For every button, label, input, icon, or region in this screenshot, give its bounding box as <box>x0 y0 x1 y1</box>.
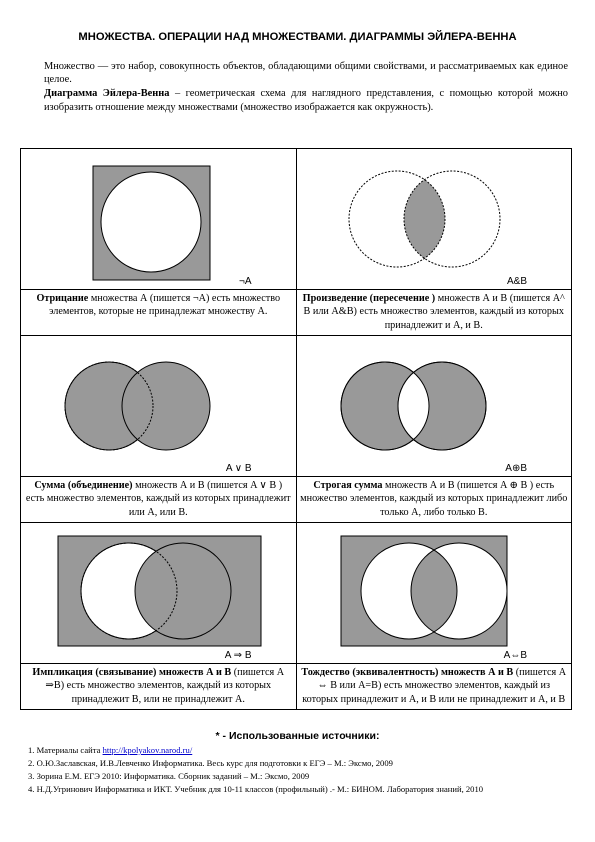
sources-list <box>28 744 483 796</box>
intersection-description <box>297 290 572 335</box>
symdiff-description <box>297 477 572 522</box>
union-diagram <box>21 336 296 476</box>
set-a-circle <box>101 172 201 272</box>
source-text: 1. Материалы сайта <box>28 745 103 755</box>
term: Сумма (объединение) <box>34 480 133 491</box>
cell-intersection <box>296 149 572 290</box>
source-item: 4. Н.Д.Угринович Информатика и ИКТ. Учебник для 10-11 классов (профильный) .- М.: БИНОМ. Лаборатория знаний, 2010 <box>28 784 484 794</box>
equivalence-diagram <box>297 523 572 663</box>
implication-venn <box>21 523 296 663</box>
source-item <box>28 744 483 757</box>
intersection-diagram <box>297 149 572 289</box>
term: Строгая сумма <box>313 480 383 491</box>
venn-term: Диаграмма Эйлера-Венна <box>44 88 170 100</box>
union-description <box>21 477 296 522</box>
cell-negation-desc <box>21 290 297 336</box>
set-b-circle <box>135 543 231 639</box>
operations-table <box>20 148 572 710</box>
corner-label: ¬A <box>238 276 252 287</box>
equivalence-description <box>297 664 572 709</box>
term: Отрицание <box>36 293 89 304</box>
implication-diagram <box>21 523 296 663</box>
text: множества А (пишется ¬A) есть множество элементов, которые не принадлежат множеству А. <box>49 293 281 318</box>
negation-diagram <box>21 149 296 289</box>
venn-text: – геометрическая схема для наглядного представления, с помощью которой можно изобразить отношение между множествами (множество изображается как окружность). <box>44 88 568 113</box>
source-link[interactable]: http://kpolyakov.narod.ru/ <box>102 745 193 755</box>
negation-venn <box>21 149 296 289</box>
page-title: МНОЖЕСТВА. ОПЕРАЦИИ НАД МНОЖЕСТВАМИ. ДИАГРАММЫ ЭЙЛЕРА-ВЕННА <box>78 31 517 43</box>
text: множеств А и В (пишется A ∨ B ) есть множество элементов, каждый из которых принадлежит или А, или В. <box>25 480 291 518</box>
symdiff-diagram <box>297 336 572 476</box>
cell-union <box>21 336 297 477</box>
negation-description <box>21 290 296 335</box>
corner-label: A ⇒ B <box>224 650 252 661</box>
sources-heading: * - Использованные источники: <box>215 730 380 742</box>
cell-symdiff <box>296 336 572 477</box>
term: Произведение (пересечение ) <box>302 293 436 304</box>
cell-equivalence-desc <box>296 664 572 710</box>
cell-implication <box>21 523 297 664</box>
cell-intersection-desc <box>296 290 572 336</box>
cell-union-desc <box>21 477 297 523</box>
cell-equivalence <box>296 523 572 664</box>
cell-implication-desc <box>21 664 297 710</box>
intersection-venn <box>297 149 572 289</box>
intro <box>44 60 568 114</box>
cell-negation <box>21 149 297 290</box>
union-venn <box>21 336 296 476</box>
text: множеств А и В (пишется A^ B или A&B) есть множество элементов, каждый из которых принадлежит и А, и В. <box>303 293 565 331</box>
corner-label: A⇔B <box>503 650 527 661</box>
source-item: 2. О.Ю.Заславская, И.В.Левченко Информатика. Весь курс для подготовки к ЕГЭ – М.: Эксмо, 2009 <box>28 758 393 768</box>
set-definition: Множество — это набор, совокупность объектов, обладающими общими свойствами, и рассматриваемых как единое целое. <box>44 61 568 86</box>
venn-definition <box>44 87 568 113</box>
corner-label: A&B <box>506 276 527 287</box>
implication-description <box>21 664 296 709</box>
text: множеств А и В (пишется A ⊕ B ) есть множество элементов, каждый из которых принадлежит либо только А, либо только В. <box>300 480 568 518</box>
source-item: 3. Зорина Е.М. ЕГЭ 2010: Информатика. Сборник заданий – М.: Эксмо, 2009 <box>28 771 310 781</box>
equivalence-venn <box>297 523 572 663</box>
corner-label: A⊕B <box>505 463 527 474</box>
cell-symdiff-desc <box>296 477 572 523</box>
term: Импликация (связывание) множеств А и В <box>32 667 232 678</box>
text: (пишется A ⇔ B или A=B) есть множество элементов, каждый из которых принадлежит и А, и В или не принадлежит и А, и В <box>302 667 567 705</box>
corner-label: A ∨ B <box>225 463 252 474</box>
text: (пишется A ⇒B) есть множество элементов, каждый из которых принадлежит В, или не принадлежит А. <box>45 667 285 705</box>
set-b-circle <box>122 362 210 450</box>
symdiff-venn <box>297 336 572 476</box>
term: Тождество (эквивалентность) множеств А и В <box>301 667 514 678</box>
